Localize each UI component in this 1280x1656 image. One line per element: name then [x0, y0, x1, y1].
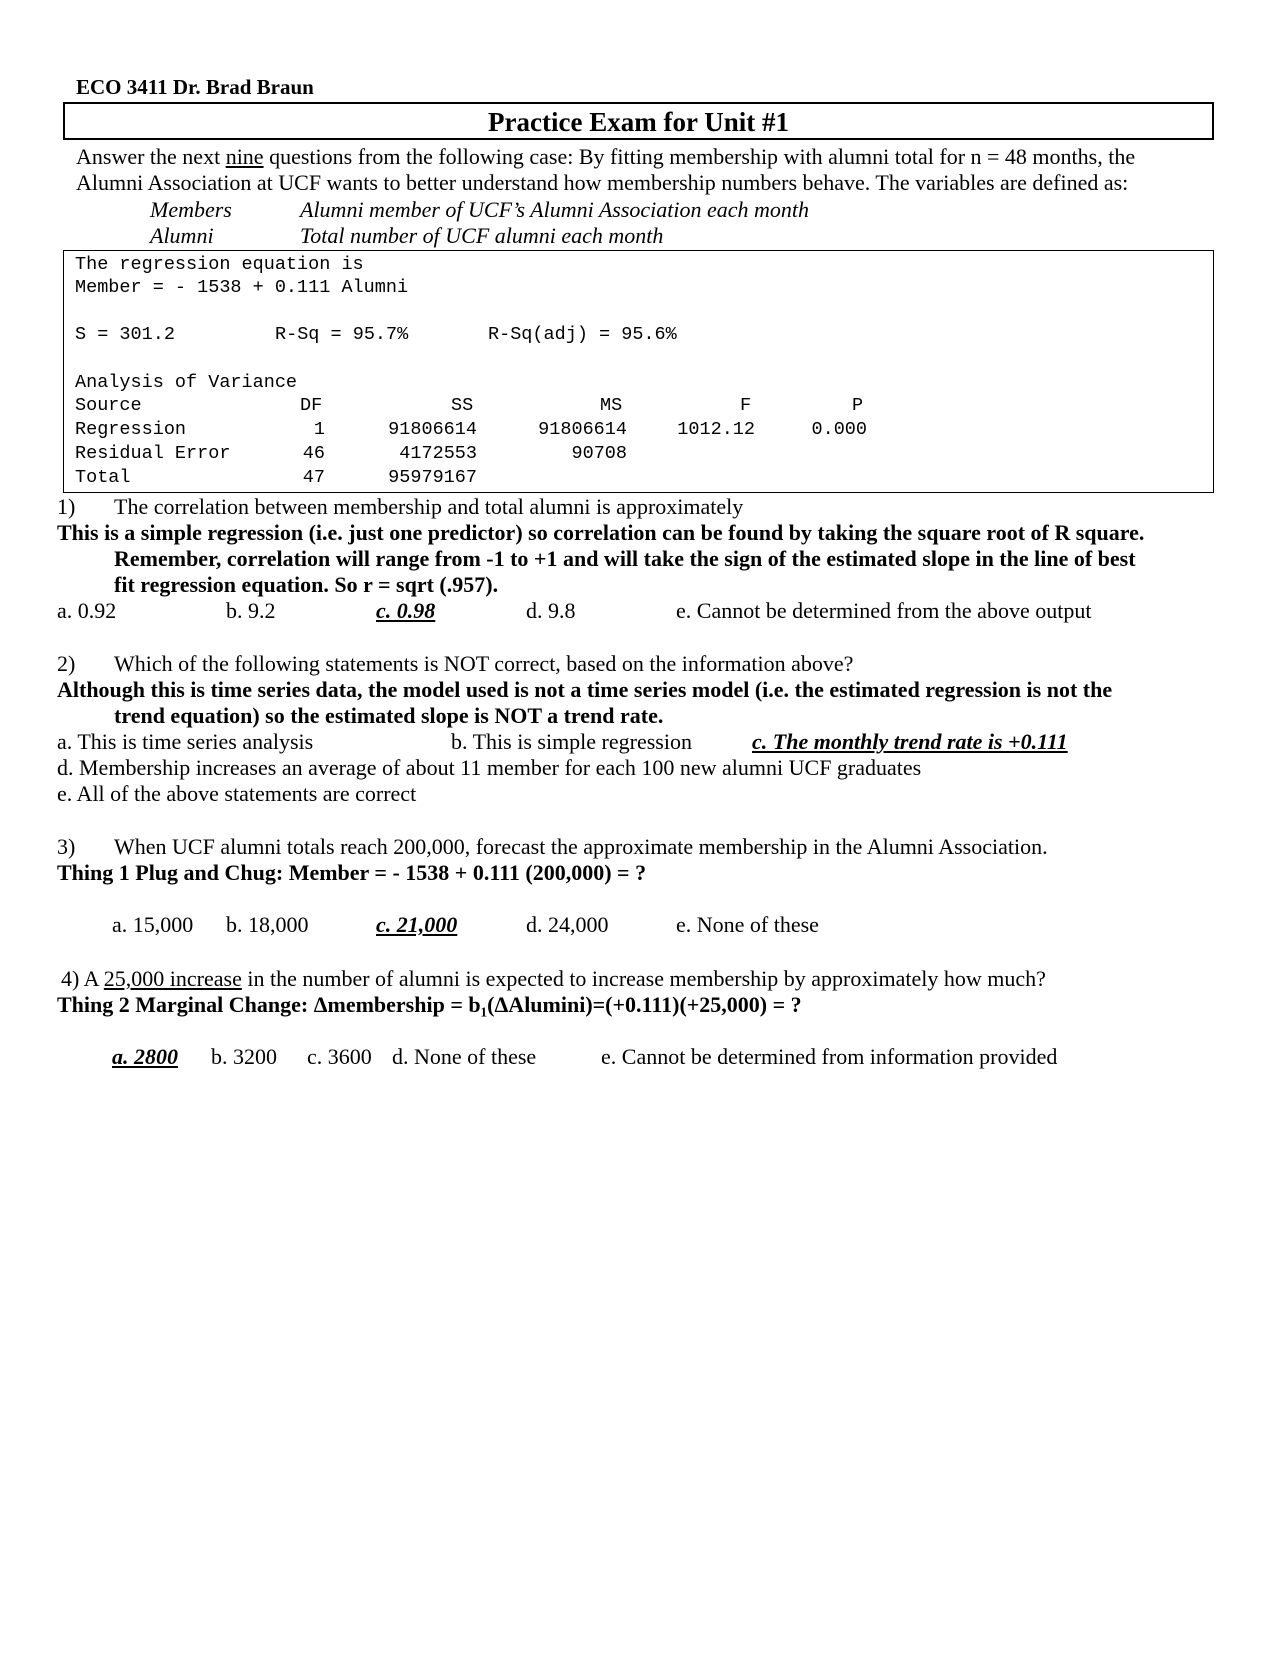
course-header: ECO 3411 Dr. Brad Braun [76, 75, 314, 99]
anova-cell: 91806614 [538, 419, 627, 440]
anova-cell: 90708 [571, 443, 627, 464]
q2-question: Which of the following statements is NOT correct, based on the information above? [114, 651, 854, 676]
anova-header-ms: MS [600, 395, 623, 416]
intro-nine: nine [225, 144, 264, 169]
anova-cell: 0.000 [811, 419, 867, 440]
anova-header-f: F [740, 395, 752, 416]
anova-cell: 1 [313, 419, 325, 440]
anova-cell: 91806614 [388, 419, 477, 440]
q4-question: 4) A 25,000 increase in the number of alumni is expected to increase membership by approximately how much? [61, 966, 1046, 991]
title-box [63, 102, 1214, 140]
intro-line-1: Answer the next nine questions from the following case: By fitting membership with alumni total for n = 48 months, the [76, 144, 1136, 169]
q4-underlined-phrase: 25,000 increase [103, 966, 242, 991]
q1-question: The correlation between membership and total alumni is approximately [114, 494, 744, 519]
q1-option-b: b. 9.2 [226, 598, 276, 623]
variable-definition: Alumni member of UCF’s Alumni Association each month [300, 197, 810, 222]
intro-line-2: Alumni Association at UCF wants to better understand how membership numbers behave. The variables are defined as: [76, 170, 1129, 195]
q2-explanation-1: Although this is time series data, the model used is not a time series model (i.e. the estimated regression is not the [57, 677, 1113, 702]
q3-explanation: Thing 1 Plug and Chug: Member = - 1538 + 0.111 (200,000) = ? [57, 860, 647, 885]
q4-option-b: b. 3200 [211, 1044, 277, 1069]
q4-option-c: c. 3600 [307, 1044, 372, 1069]
q1-explanation-1: This is a simple regression (i.e. just one predictor) so correlation can be found by taking the square root of R square. [57, 520, 1145, 545]
anova-cell: 46 [302, 443, 325, 464]
q3-option-b: b. 18,000 [226, 912, 309, 937]
anova-cell: 47 [302, 467, 325, 488]
q1-option-c-correct: c. 0.98 [376, 598, 436, 623]
anova-header-p: P [852, 395, 864, 416]
q1-explanation-2: Remember, correlation will range from -1 to +1 and will take the sign of the estimated slope in the line of best [114, 546, 1136, 571]
anova-cell: Regression [75, 419, 187, 440]
q3-option-e: e. None of these [676, 912, 819, 937]
q3-option-c-correct: c. 21,000 [376, 912, 458, 937]
equation-header: The regression equation is [75, 254, 364, 275]
q2-option-d: d. Membership increases an average of about 11 member for each 100 new alumni UCF graduates [57, 755, 922, 780]
stat-rsq: R-Sq = 95.7% [275, 324, 409, 345]
q2-number: 2) [57, 651, 76, 676]
q1-option-a: a. 0.92 [57, 598, 117, 623]
q1-option-e: e. Cannot be determined from the above output [676, 598, 1092, 623]
q2-option-c-correct: c. The monthly trend rate is +0.111 [752, 729, 1068, 754]
variable-name: Members [150, 197, 232, 222]
q3-number: 3) [57, 834, 76, 859]
stat-s: S = 301.2 [75, 324, 175, 345]
q1-explanation-3: fit regression equation. So r = sqrt (.957). [114, 572, 499, 597]
anova-header-df: DF [300, 395, 323, 416]
q4-explanation: Thing 2 Marginal Change: Δmembership = b₁(ΔAlumini)=(+0.111)(+25,000) = ? [57, 992, 802, 1017]
anova-header-source: Source [75, 395, 142, 416]
q3-question: When UCF alumni totals reach 200,000, forecast the approximate membership in the Alumni Association. [114, 834, 1048, 859]
q1-option-d: d. 9.8 [526, 598, 576, 623]
variable-name: Alumni [150, 223, 214, 248]
q2-option-e: e. All of the above statements are correct [57, 781, 417, 806]
q2-explanation-2: trend equation) so the estimated slope is NOT a trend rate. [114, 703, 664, 728]
anova-cell: 95979167 [388, 467, 477, 488]
q1-number: 1) [57, 494, 76, 519]
q2-option-b: b. This is simple regression [451, 729, 692, 754]
anova-cell: Residual Error [75, 443, 231, 464]
q3-option-a: a. 15,000 [112, 912, 194, 937]
q4-option-a-correct: a. 2800 [112, 1044, 178, 1069]
anova-cell: Total [75, 467, 131, 488]
variable-definition: Total number of UCF alumni each month [300, 223, 664, 248]
anova-header-ss: SS [451, 395, 474, 416]
q2-option-a: a. This is time series analysis [57, 729, 314, 754]
regression-equation: Member = - 1538 + 0.111 Alumni [75, 277, 409, 298]
anova-title: Analysis of Variance [75, 372, 298, 393]
anova-cell: 4172553 [399, 443, 477, 464]
q4-option-e: e. Cannot be determined from information provided [601, 1044, 1058, 1069]
stat-rsq-adj: R-Sq(adj) = 95.6% [488, 324, 677, 345]
page-title: Practice Exam for Unit #1 [488, 107, 789, 137]
anova-cell: 1012.12 [677, 419, 755, 440]
q4-option-d: d. None of these [392, 1044, 537, 1069]
q3-option-d: d. 24,000 [526, 912, 609, 937]
